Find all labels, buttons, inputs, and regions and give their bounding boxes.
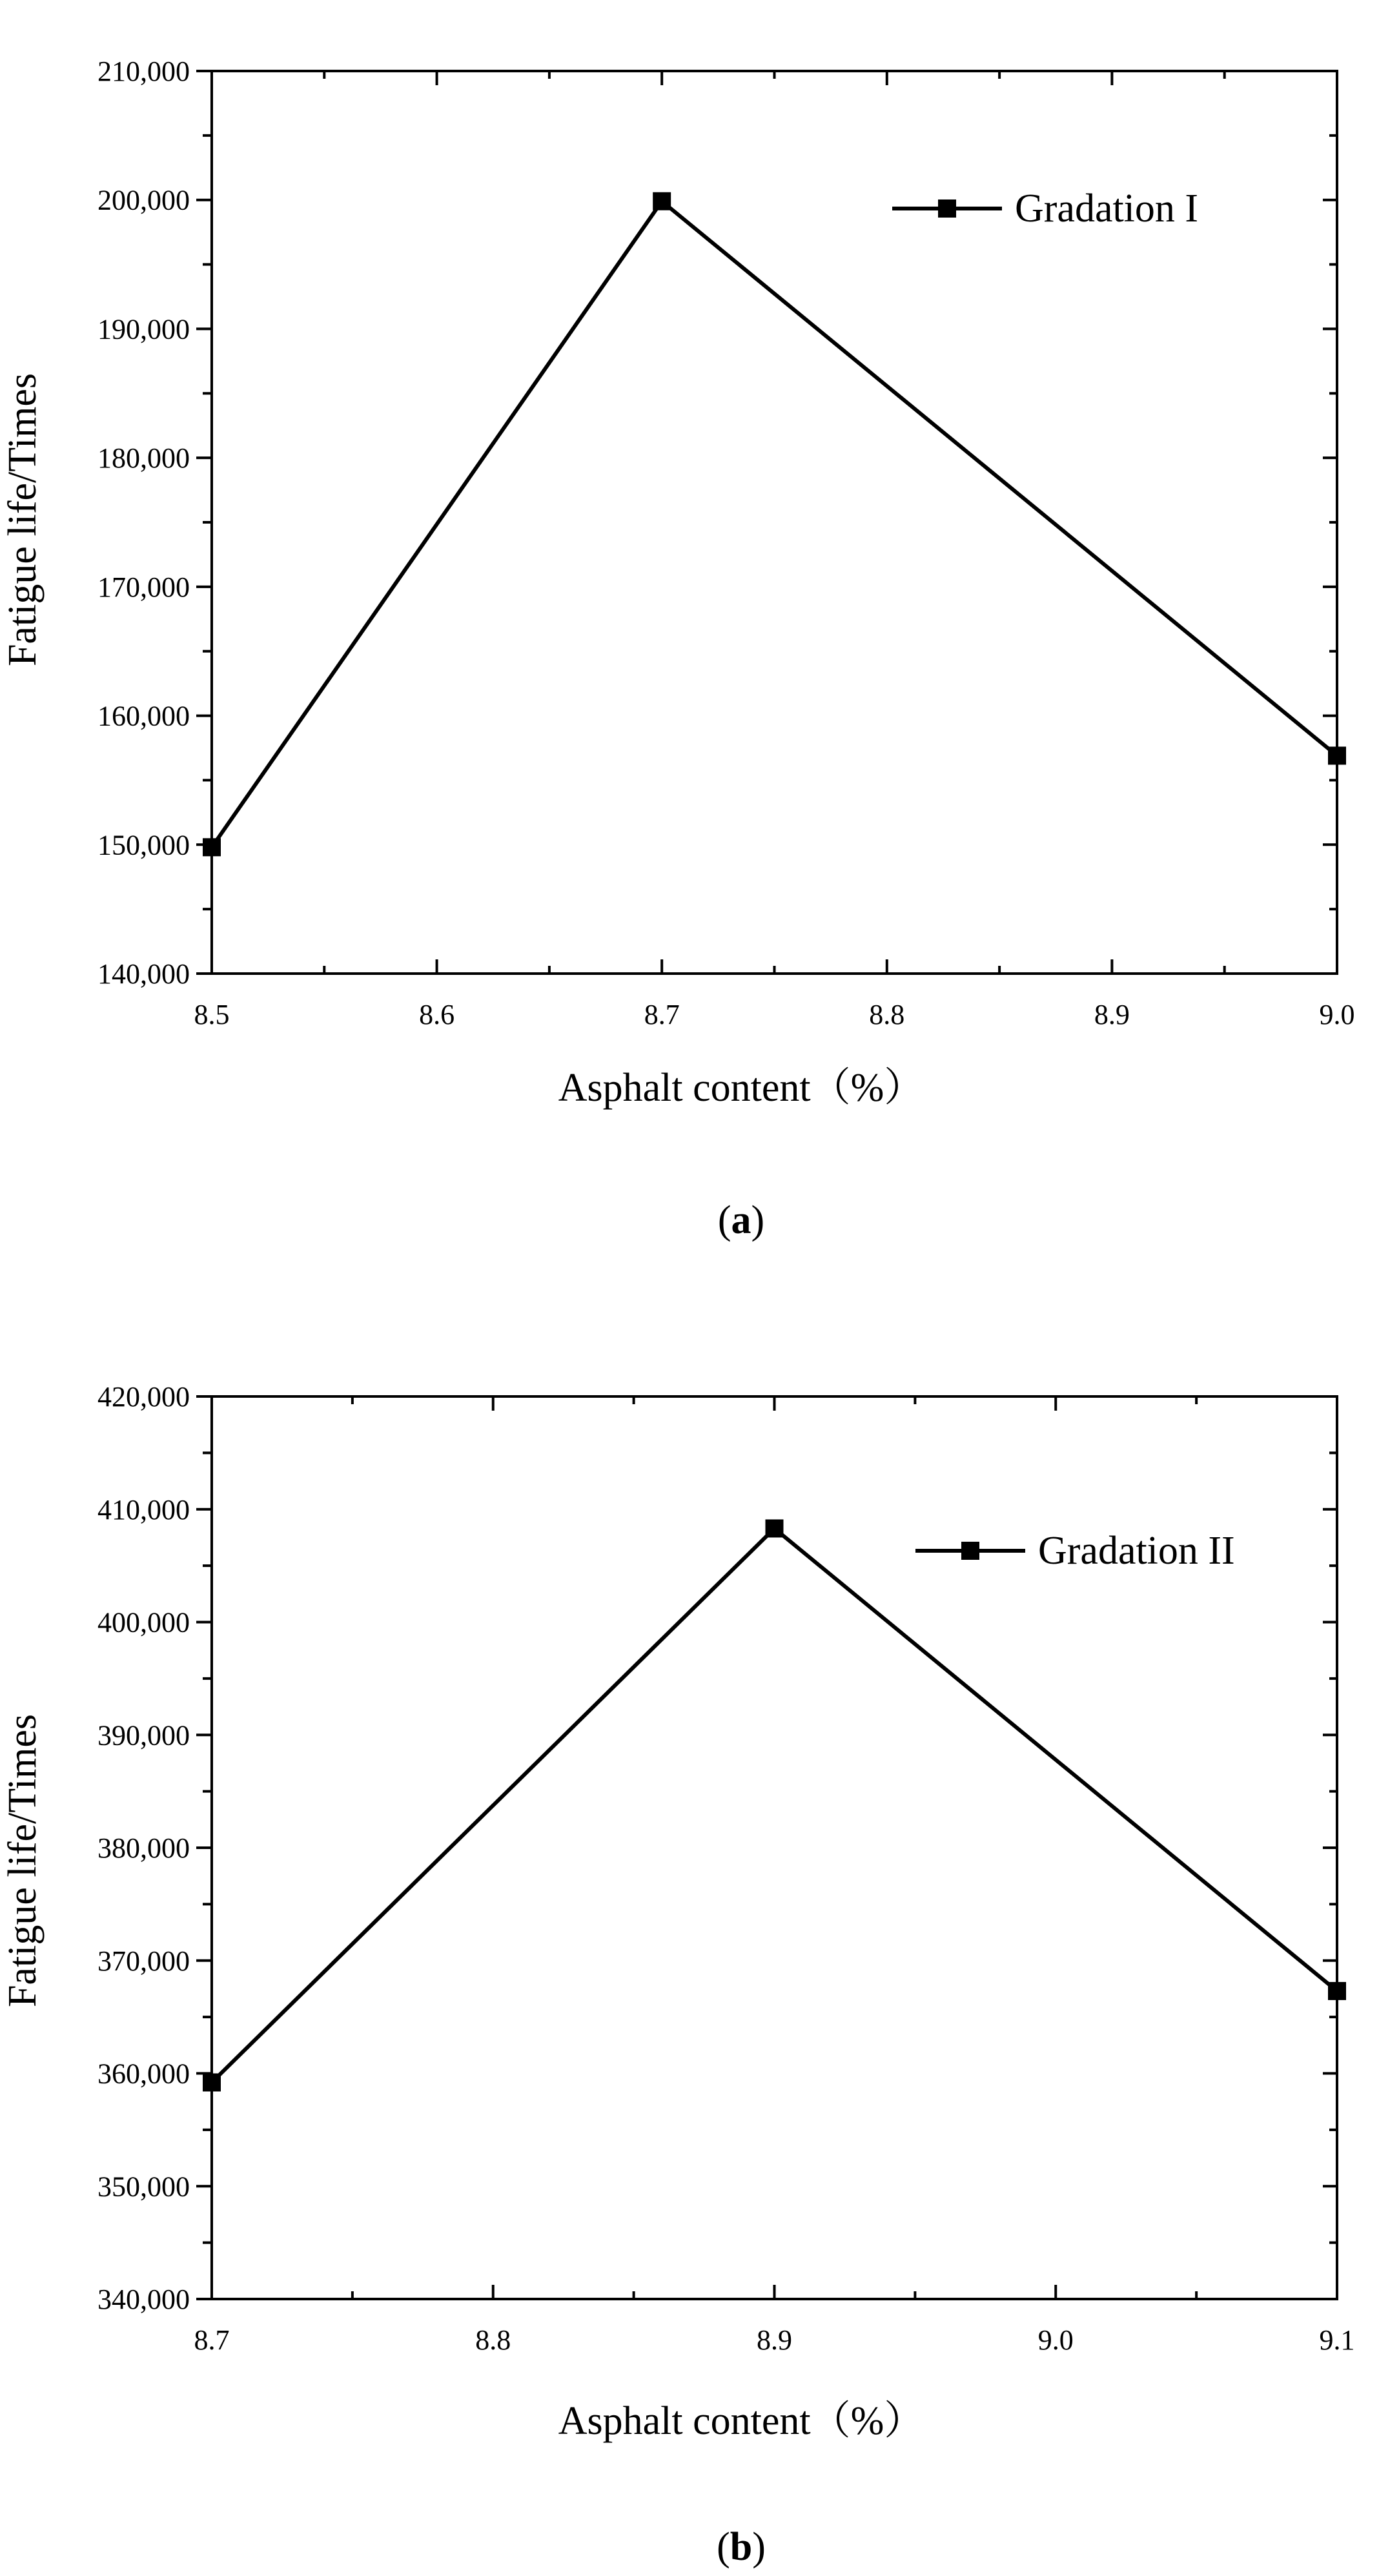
y-tick-label: 150,000	[97, 829, 190, 861]
panel-label-b-letter: b	[730, 2525, 753, 2569]
panel-label-a	[718, 1198, 764, 1242]
chart-panel-b	[1, 1381, 1355, 2569]
legend-marker	[961, 1542, 979, 1560]
y-tick-label: 180,000	[97, 442, 190, 475]
data-point	[203, 2073, 221, 2091]
series-line	[212, 1528, 1337, 2082]
y-tick-label: 170,000	[97, 571, 190, 603]
y-tick-label: 340,000	[97, 2284, 190, 2315]
x-tick-label: 8.6	[419, 999, 455, 1030]
y-tick-label: 420,000	[97, 1381, 190, 1413]
x-tick-label: 8.5	[194, 999, 230, 1030]
x-tick-label: 8.7	[644, 999, 680, 1030]
panel-label-a-close: )	[751, 1198, 765, 1242]
panel-label-b	[717, 2525, 766, 2569]
x-tick-label: 9.0	[1319, 999, 1355, 1030]
data-point	[203, 838, 221, 856]
x-tick-label: 8.8	[869, 999, 905, 1030]
data-point	[1328, 1982, 1346, 2000]
y-tick-label: 380,000	[97, 1832, 190, 1864]
y-tick-label: 160,000	[97, 700, 190, 732]
series-line	[212, 201, 1337, 848]
legend-marker	[938, 199, 956, 218]
y-tick-label: 200,000	[97, 184, 190, 216]
y-axis-title-a: Fatigue life/Times	[1, 373, 45, 667]
x-tick-label: 8.8	[475, 2324, 511, 2356]
plot-area-a	[97, 56, 1355, 1030]
x-tick-label: 9.0	[1037, 2324, 1074, 2356]
y-tick-label: 400,000	[97, 1606, 190, 1639]
data-point	[1328, 746, 1346, 764]
y-tick-label: 140,000	[97, 958, 190, 990]
panel-label-b-open: (	[717, 2525, 730, 2569]
y-tick-label: 210,000	[97, 56, 190, 87]
panel-label-b-close: )	[752, 2525, 766, 2569]
x-tick-label: 8.7	[194, 2324, 230, 2356]
y-tick-label: 350,000	[97, 2171, 190, 2203]
data-point	[766, 1519, 784, 1537]
y-tick-label: 410,000	[97, 1493, 190, 1526]
y-axis-title-b: Fatigue life/Times	[1, 1713, 45, 2008]
chart-panel-a	[1, 56, 1355, 1242]
y-tick-label: 190,000	[97, 313, 190, 345]
y-tick-label: 360,000	[97, 2058, 190, 2090]
panel-label-a-letter: a	[731, 1198, 751, 1242]
panel-label-a-open: (	[717, 1198, 731, 1242]
x-tick-label: 8.9	[1094, 999, 1130, 1030]
y-tick-label: 370,000	[97, 1945, 190, 1977]
plot-area-b	[97, 1381, 1355, 2356]
legend-label: Gradation I	[1015, 187, 1199, 230]
x-tick-label: 8.9	[757, 2324, 792, 2356]
x-tick-label: 9.1	[1319, 2324, 1355, 2356]
legend-label: Gradation II	[1038, 1529, 1235, 1573]
x-axis-title-b: Asphalt content（%）	[558, 2399, 924, 2443]
y-tick-label: 390,000	[97, 1719, 190, 1752]
x-axis-title-a: Asphalt content（%）	[558, 1066, 924, 1110]
data-point	[653, 192, 671, 210]
